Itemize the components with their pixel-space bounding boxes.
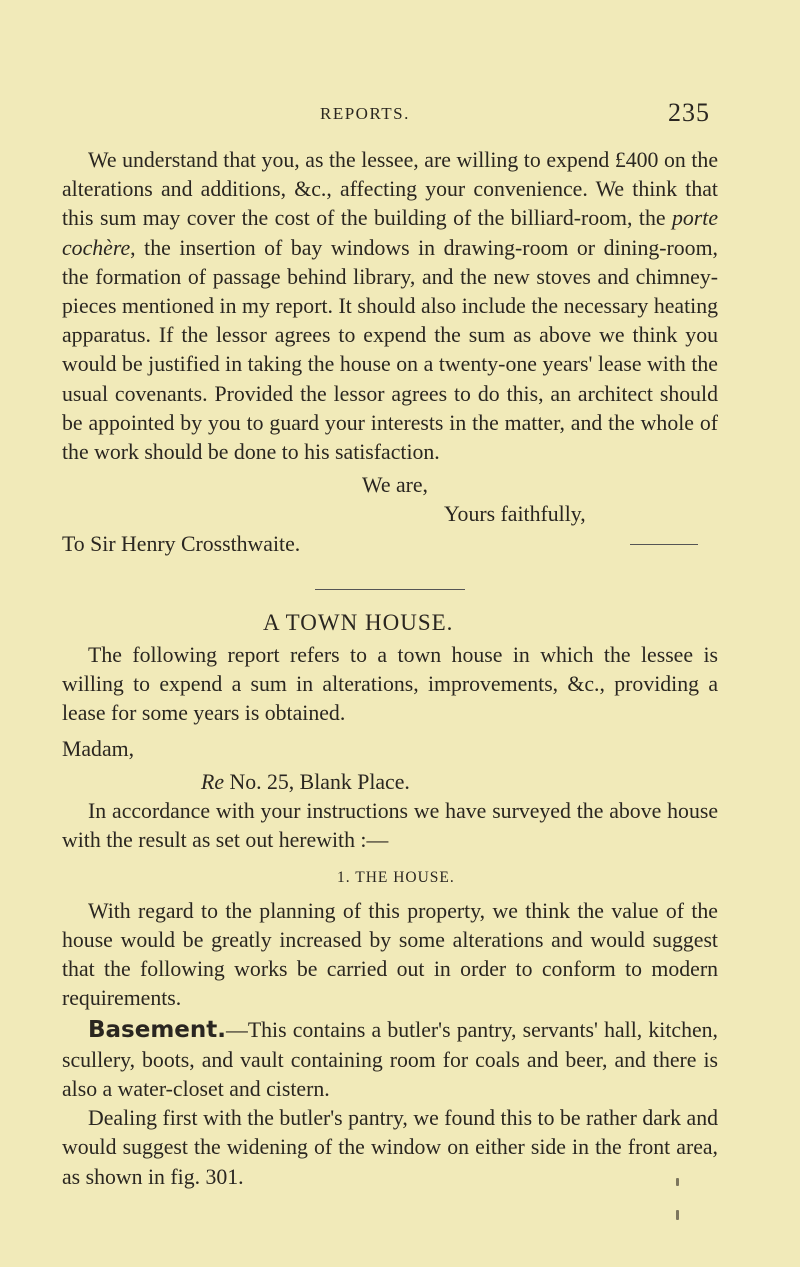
basement-paragraph [62,1016,718,1104]
accordance-paragraph: In accordance with your instructions we have surveyed the above house with the result as set out herewith :— [62,799,718,853]
running-head [320,98,710,128]
body-text [62,146,718,1192]
closing-yours-faithfully: Yours faithfully, [444,502,586,527]
letter-paragraph-part-1: We understand that you, as the lessee, are willing to expend £400 on the alterations and additions, &c., affecting your convenience. We think that this sum may cover the cost of the building of the billiard-room, the [62,148,718,231]
intro-paragraph: The following report refers to a town house in which the lessee is willing to expend a sum in alterations, improvements, &c., providing a lease for some years is obtained. [62,643,718,726]
closing-we-are: We are, [362,473,429,498]
signature-dash [630,544,698,545]
planning-paragraph: With regard to the planning of this property, we think the value of the house would be greatly increased by some alterations and would suggest that the following works be carried out in order to conform to modern requirements. [62,898,718,1011]
basement-label: Basement. [88,1017,227,1044]
print-speck [676,1178,679,1186]
page-number: 235 [668,98,710,127]
salutation: Madam, [62,736,135,761]
addressee: To Sir Henry Crossthwaite. [62,531,301,556]
running-head-title: REPORTS. [320,104,410,123]
re-address: No. 25, Blank Place. [224,769,410,794]
basement-text: —This contains a butler's pantry, servants' hall, kitchen, scullery, boots, and vault containing room for coals and beer, and there is also a water-closet and cistern. [62,1018,718,1101]
re-prefix: Re [201,769,224,794]
dealing-paragraph: Dealing first with the butler's pantry, we found this to be rather dark and would suggest the widening of the window on either side in the front area, as shown in fig. 301. [62,1106,718,1189]
letter-paragraph [62,146,718,467]
re-line [201,768,718,797]
section-divider [315,589,465,590]
subheading-the-house: 1. THE HOUSE. [337,869,455,887]
letter-paragraph-part-2: , the insertion of bay windows in drawing-room or dining-room, the formation of passage behind library, and the new stoves and chimney-pieces mentioned in my report. It should also include the necessary heating apparatus. If the lessor agrees to expend the sum as above we think you would be justified in taking the house on a twenty-one years' lease with the usual covenants. Provided the lessor agrees to do this, an architect should be appointed by you to guard your interests in the matter, and the whole of the work should be done to his satisfaction. [62,235,718,465]
print-speck [676,1210,679,1220]
section-heading: A TOWN HOUSE. [263,609,454,635]
addressee-line [62,530,718,559]
porte-cochere-term: porte cochère [62,206,718,260]
